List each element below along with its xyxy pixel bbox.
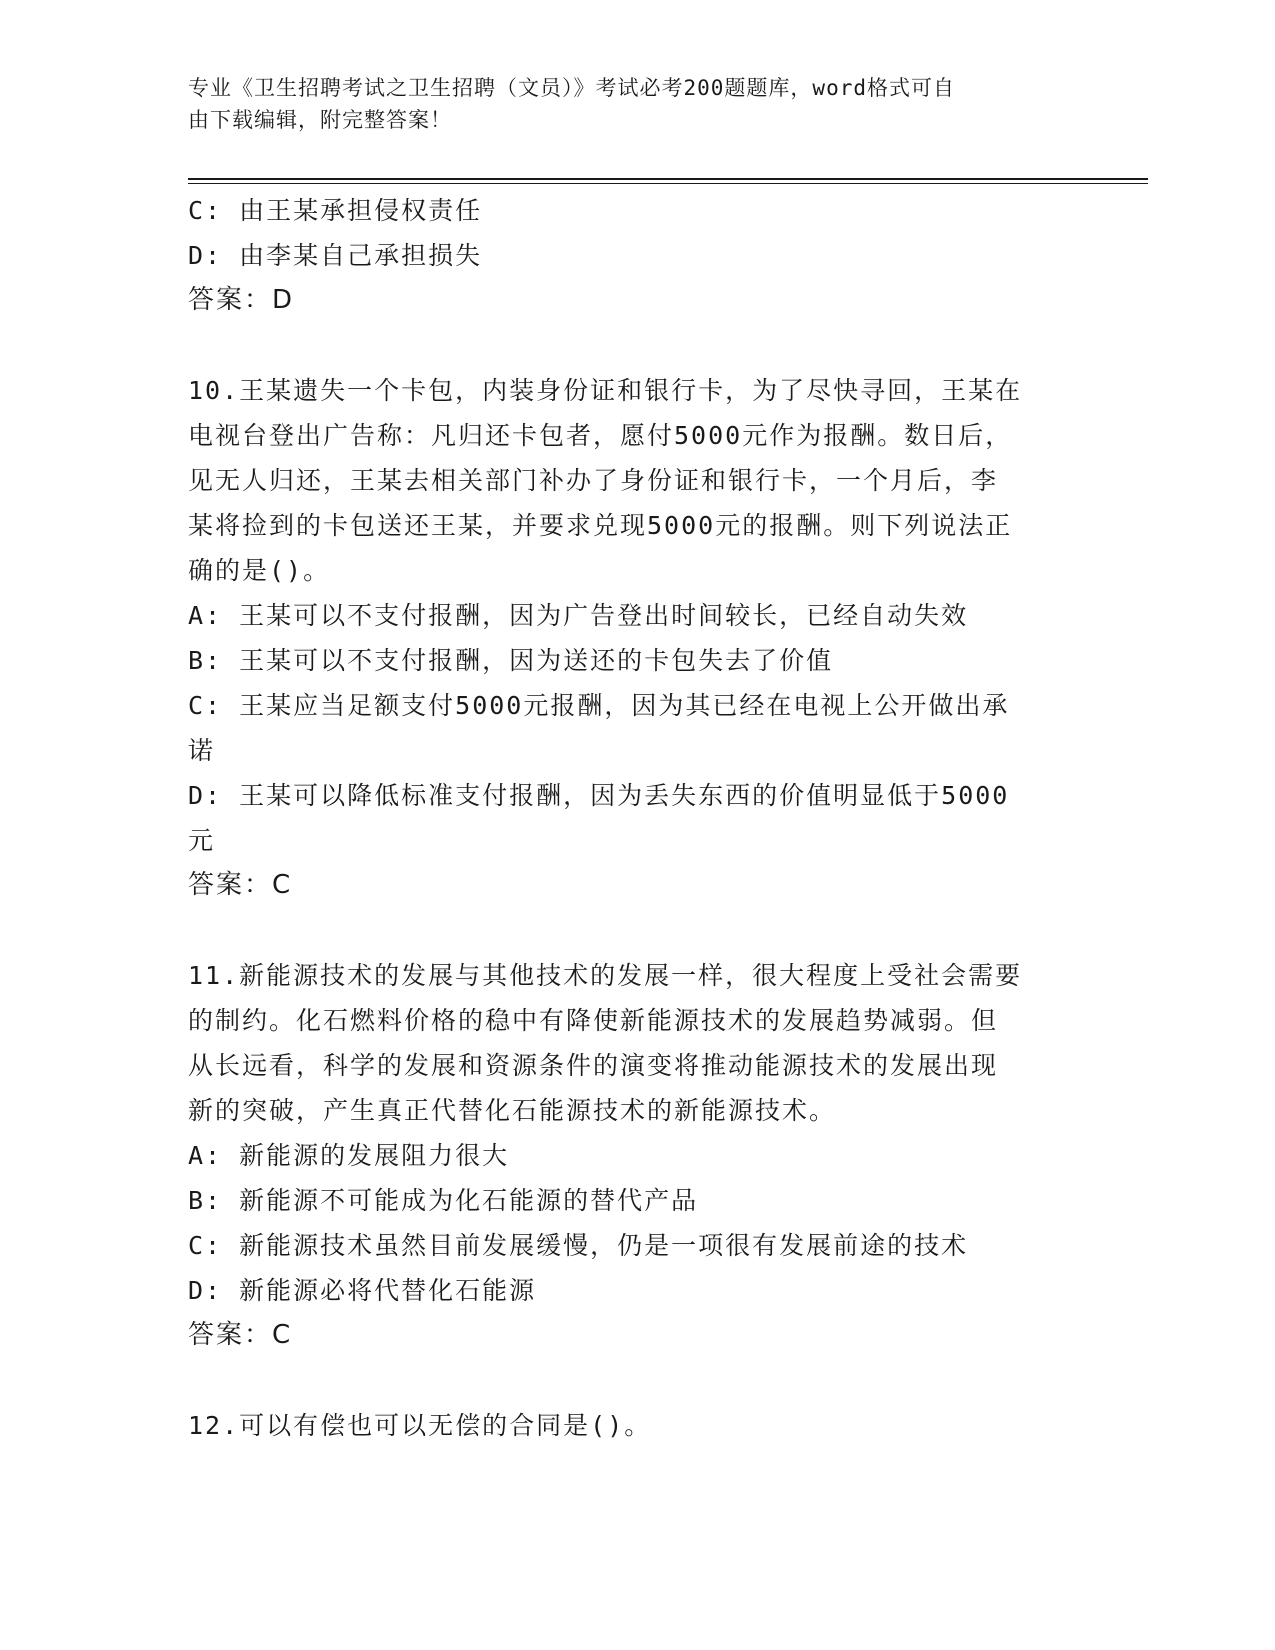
option-a: A: 新能源的发展阻力很大 [188,1141,510,1170]
option-c-continued: 诺 [188,736,216,765]
option-a: A: 王某可以不支付报酬，因为广告登出时间较长，已经自动失效 [188,601,969,630]
spacer [188,323,1078,368]
question-12 [188,1403,1078,1448]
answer-line: 答案：C [188,1320,293,1350]
option-b: B: 新能源不可能成为化石能源的替代产品 [188,1186,699,1215]
header-divider-thick [188,178,1148,180]
option-d: D: 新能源必将代替化石能源 [188,1276,537,1305]
question-text-line: 的制约。化石燃料价格的稳中有降使新能源技术的发展趋势减弱。但 [188,1006,999,1035]
question-text-line: 新的突破，产生真正代替化石能源技术的新能源技术。 [188,1096,837,1125]
page-header [188,72,1068,136]
question-text-line: 10.王某遗失一个卡包，内装身份证和银行卡，为了尽快寻回，王某在 [188,376,1023,405]
option-d-continued: 元 [188,826,216,855]
answer-line: 答案：D [188,285,295,315]
option-d: D: 王某可以降低标准支付报酬，因为丢失东西的价值明显低于5000 [188,781,1010,810]
option-b: B: 王某可以不支付报酬，因为送还的卡包失去了价值 [188,646,834,675]
option-c: C: 新能源技术虽然目前发展缓慢，仍是一项很有发展前途的技术 [188,1231,969,1260]
question-text-line: 从长远看，科学的发展和资源条件的演变将推动能源技术的发展出现 [188,1051,999,1080]
question-text-line: 11.新能源技术的发展与其他技术的发展一样，很大程度上受社会需要 [188,961,1023,990]
question-10 [188,368,1078,908]
question-content [188,188,1078,1448]
question-text-line: 12.可以有偿也可以无偿的合同是()。 [188,1411,652,1440]
question-9-tail [188,188,1078,323]
option-c: C: 由王某承担侵权责任 [188,196,483,225]
question-text-line: 见无人归还，王某去相关部门补办了身份证和银行卡，一个月后，李 [188,466,999,495]
question-text-line: 某将捡到的卡包送还王某，并要求兑现5000元的报酬。则下列说法正 [188,511,1013,540]
header-line-2: 由下载编辑，附完整答案！ [188,108,452,132]
header-divider-thin [188,183,1148,184]
question-text-line: 确的是()。 [188,556,331,585]
spacer [188,1358,1078,1403]
question-11 [188,953,1078,1358]
answer-line: 答案：C [188,870,293,900]
header-line-1: 专业《卫生招聘考试之卫生招聘（文员）》考试必考200题题库，word格式可自 [188,76,955,100]
option-d: D: 由李某自己承担损失 [188,241,483,270]
option-c: C: 王某应当足额支付5000元报酬，因为其已经在电视上公开做出承 [188,691,1010,720]
question-text-line: 电视台登出广告称：凡归还卡包者，愿付5000元作为报酬。数日后， [188,421,1013,450]
spacer [188,908,1078,953]
